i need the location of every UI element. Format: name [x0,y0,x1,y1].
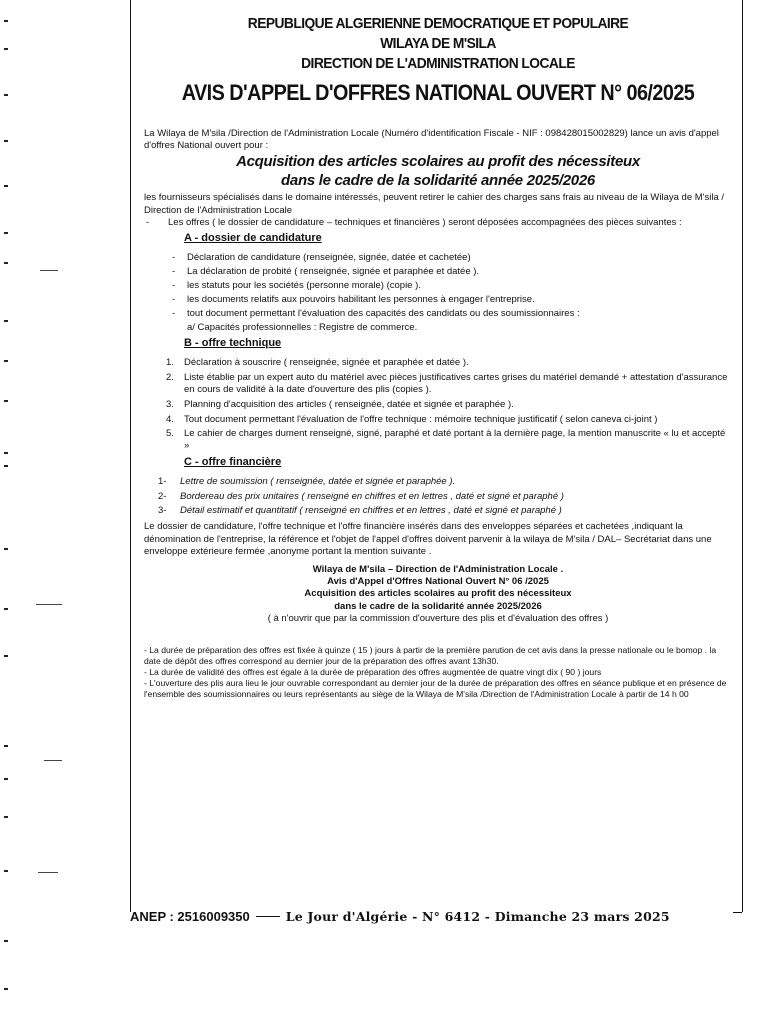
depot-text: Les offres ( le dossier de candidature – techniques et financières ) seront déposées accompagnées des pièces suivantes : [168,216,682,228]
depot-dash: - [146,216,150,228]
header-republic: REPUBLIQUE ALGERIENNE DEMOCRATIQUE ET POPULAIRE [247,15,629,32]
item-number: 3. [166,398,174,410]
section-a-list [144,252,732,320]
scan-mark [4,655,8,657]
scan-mark [44,760,62,761]
header-wilaya: WILAYA DE M'SILA [380,35,496,52]
subject-line-2: dans le cadre de la solidarité année 2025/2026 [281,172,595,190]
scan-mark [4,988,8,990]
list-item [166,372,732,396]
dossier-paragraph: Le dossier de candidature, l'offre technique et l'offre financière insérés dans des enveloppes séparées et cachetées ,indiquant la dénomination de l'entreprise, la référence et l'objet de l'appel d'offres doivent parvenir à la wilaya de M'sila / DAL– Secrétariat dans une enveloppe extérieure fermée ,anonyme portant la mention suivante . [144,521,712,557]
scan-mark [4,745,8,747]
envelope-line-2: Avis d'Appel d'Offres National Ouvert N° 06 /2025 [327,576,549,588]
header-direction: DIRECTION DE L'ADMINISTRATION LOCALE [301,55,575,72]
section-c-list [144,476,732,517]
item-text: Liste établie par un expert auto du matériel avec pièces justificatives cartes grises du matériel demandé + attestation d'assurance en cours de validité à la date d'ouverture des plis (copies ). [184,371,728,396]
section-b-list [144,357,732,452]
scan-mark [4,20,8,22]
item-number: 3- [158,505,167,517]
section-a-title: A - dossier de candidature [184,232,322,245]
notes-block [144,645,732,700]
depot-item [144,217,732,229]
newspaper-reference: Le Jour d'Algérie - N° 6412 - Dimanche 23 mars 2025 [285,908,670,924]
scan-mark [4,232,8,234]
note-item: - L'ouverture des plis aura lieu le jour ouvrable correspondant au dernier jour de la durée de préparation des offres en séance publique et en présence de l'ensemble des soumissionnaires ou leurs représentants au siège de la Wilaya de M'sila /Direction de l'Administration Locale à partir de 14 h 00 [144,677,727,699]
section-c-title: C - offre financière [184,456,282,469]
envelope-line-4: dans le cadre de la solidarité année 2025/2026 [334,600,542,612]
scan-mark [4,262,8,264]
item-number: 4. [166,413,174,425]
list-item [166,414,732,426]
scan-mark [4,360,8,362]
list-item [166,399,732,411]
notice-title: AVIS D'APPEL D'OFFRES NATIONAL OUVERT N° 06/2025 [181,80,695,105]
envelope-line-1: Wilaya de M'sila – Direction de l'Administration Locale . [312,563,564,575]
scan-mark [4,185,8,187]
item-number: 1. [166,357,174,369]
item-number: 5. [166,428,174,440]
scan-mark [4,465,8,467]
scan-mark [4,870,8,872]
frame-left-border [130,0,131,912]
list-item: - les documents relatifs aux pouvoirs habilitant les personnes à engager l'entreprise. [172,294,732,306]
scan-mark [4,548,8,550]
list-item: - La déclaration de probité ( renseignée, signée et paraphée et datée ). [172,266,732,278]
item-text: Détail estimatif et quantitatif ( renseigné en chiffres et en lettres , daté et signé et paraphé ) [180,505,562,517]
scan-mark [4,778,8,780]
scan-mark [4,400,8,402]
list-item: - tout document permettant l'évaluation des capacités des candidats ou des soumissionnaires : [172,308,732,320]
subject-line-1: Acquisition des articles scolaires au profit des nécessiteux [236,153,640,171]
scan-mark [4,320,8,322]
list-item: - Déclaration de candidature (renseignée, signée, datée et cachetée) [172,252,732,264]
list-item [166,428,732,452]
item-number: 2. [166,371,174,383]
list-item [158,505,732,517]
section-b-title: B - offre technique [184,337,282,350]
item-text: Le cahier de charges dument renseigné, signé, paraphé et daté portant à la dernière page, la mention manuscrite « lu et accepté » [184,428,726,452]
footer-separator [256,916,280,917]
item-text: Tout document permettant l'évaluation de l'offre technique : mémoire technique justificatif ( selon caneva ci-joint ) [184,413,658,425]
scan-mark [4,452,8,454]
item-text: Déclaration à souscrire ( renseignée, signée et paraphée et datée ). [184,357,469,369]
item-text: Planning d'acquisition des articles ( renseignée, datée et signée et paraphée ). [184,398,514,410]
list-item: - les statuts pour les sociétés (personne morale) (copie ). [172,280,732,292]
scan-mark [38,872,58,873]
item-text: Lettre de soumission ( renseignée, datée et signée et paraphée ). [180,476,456,488]
retrait-text: les fournisseurs spécialisés dans le domaine intéressés, peuvent retirer le cahier des charges sans frais au niveau de la Wilaya de M'sila / Direction de l'Administration Locale [144,192,725,216]
footer [130,906,746,926]
item-number: 1- [158,476,167,488]
envelope-line-5: ( à n'ouvrir que par la commission d'ouverture des plis et d'évaluation des offres ) [267,612,609,624]
item-text: Bordereau des prix unitaires ( renseigné en chiffres et en lettres , daté et signé et paraphé ) [180,490,564,502]
scan-mark [36,604,62,605]
footer-corner-rule [733,912,742,913]
scan-mark [40,270,58,271]
item-number: 2- [158,490,167,502]
intro-text: La Wilaya de M'sila /Direction de l'Administration Locale (Numéro d'identification Fiscale - NIF : 098428015002829) lance un avis d'appel d'offres National ouvert pour : [144,128,719,152]
scan-mark [4,816,8,818]
frame-right-border [742,0,743,912]
section-a-sub-item: a/ Capacités professionnelles : Registre de commerce. [187,322,418,334]
scan-mark [4,48,8,50]
note-item: - La durée de validité des offres est égale à la durée de préparation des offres augmentée de quatre vingt dix ( 90 ) jours [144,666,602,677]
envelope-line-3: Acquisition des articles scolaires au profit des nécessiteux [304,588,572,600]
scan-mark [4,940,8,942]
list-item [166,357,732,369]
envelope-mention [144,564,732,625]
scan-mark [4,608,8,610]
scan-mark [4,140,8,142]
scan-mark [4,94,8,96]
note-item: - La durée de préparation des offres est fixée à quinze ( 15 ) jours à partir de la première parution de cet avis dans la presse nationale ou le bomop . la date de dépôt des offres correspond au dernier jour de la préparation des offres avant 13h30. [144,644,717,666]
anep-reference: ANEP : 2516009350 [130,908,250,924]
tender-notice [144,14,732,700]
list-item [158,476,732,488]
list-item [158,491,732,503]
